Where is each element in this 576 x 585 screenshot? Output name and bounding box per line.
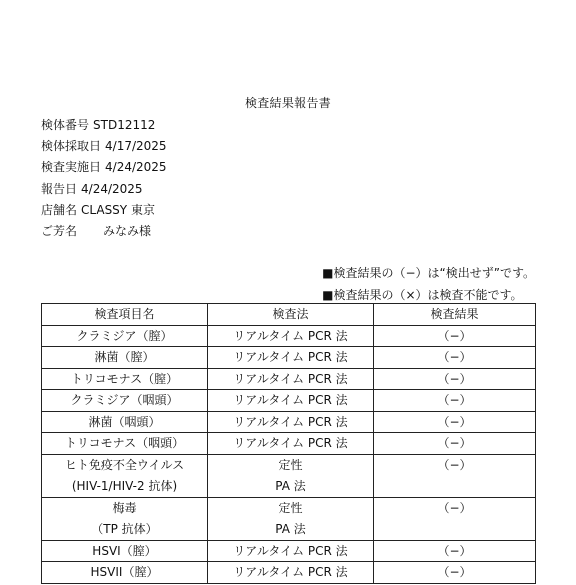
test-method xyxy=(208,454,374,497)
test-item: 淋菌（咽頭） xyxy=(42,411,208,433)
specimen-number-row xyxy=(41,115,167,136)
test-result: （−） xyxy=(374,325,536,347)
test-item: クラミジア（咽頭） xyxy=(42,390,208,412)
test-result-line: （−） xyxy=(437,500,472,515)
collection-date: 4/17/2025 xyxy=(105,139,167,154)
header-test-method: 検査法 xyxy=(208,304,374,326)
table-row xyxy=(42,347,536,369)
store-row xyxy=(41,200,167,221)
test-method xyxy=(208,497,374,540)
test-item xyxy=(42,454,208,497)
test-result: （−） xyxy=(374,540,536,562)
test-item-line: (HIV-1/HIV-2 抗体) xyxy=(71,478,178,493)
note-negative: ■検査結果の（−）は“検出せず”です。 xyxy=(322,266,535,280)
test-method-line: 定性 xyxy=(278,457,303,472)
test-method: リアルタイム PCR 法 xyxy=(208,562,374,584)
test-result: （−） xyxy=(374,368,536,390)
store-name: CLASSY 東京 xyxy=(81,202,155,217)
table-row xyxy=(42,368,536,390)
report-meta xyxy=(41,115,167,242)
test-item: HSVI（膣） xyxy=(42,540,208,562)
table-header-row xyxy=(42,304,536,326)
results-table xyxy=(41,303,536,584)
table-row xyxy=(42,454,536,497)
test-date: 4/24/2025 xyxy=(105,160,167,175)
test-date-label: 検査実施日 xyxy=(41,160,102,175)
report-date-row xyxy=(41,179,167,200)
test-result xyxy=(374,497,536,540)
header-test-item: 検査項目名 xyxy=(42,304,208,326)
test-item: HSVII（膣） xyxy=(42,562,208,584)
test-item: クラミジア（膣） xyxy=(42,325,208,347)
table-row xyxy=(42,433,536,455)
test-item: トリコモナス（膣） xyxy=(42,368,208,390)
report-title: 検査結果報告書 xyxy=(244,96,332,110)
customer-row xyxy=(41,221,167,242)
table-row xyxy=(42,562,536,584)
test-method-line: PA 法 xyxy=(275,521,306,536)
header-test-result: 検査結果 xyxy=(374,304,536,326)
note-untestable: ■検査結果の（×）は検査不能です。 xyxy=(322,288,523,302)
test-method: リアルタイム PCR 法 xyxy=(208,347,374,369)
test-item: トリコモナス（咽頭） xyxy=(42,433,208,455)
test-item: 淋菌（膣） xyxy=(42,347,208,369)
specimen-number-label: 検体番号 xyxy=(41,118,90,132)
result-notes xyxy=(322,262,535,306)
test-result: （−） xyxy=(374,433,536,455)
table-row xyxy=(42,390,536,412)
report-date: 4/24/2025 xyxy=(81,181,143,196)
report-date-label: 報告日 xyxy=(41,181,78,196)
table-row xyxy=(42,325,536,347)
test-result: （−） xyxy=(374,347,536,369)
test-result xyxy=(374,454,536,497)
customer-name: みなみ様 xyxy=(103,224,152,239)
table-row xyxy=(42,411,536,433)
test-result: （−） xyxy=(374,390,536,412)
test-method: リアルタイム PCR 法 xyxy=(208,433,374,455)
test-item-line: 梅毒 xyxy=(112,500,137,515)
test-date-row xyxy=(41,157,167,178)
test-method-line: 定性 xyxy=(278,500,303,515)
specimen-number: STD12112 xyxy=(93,118,156,132)
test-item-line: ヒト免疫不全ウイルス xyxy=(64,457,185,472)
test-method-line: PA 法 xyxy=(275,478,306,493)
table-row xyxy=(42,497,536,540)
test-method: リアルタイム PCR 法 xyxy=(208,411,374,433)
test-method: リアルタイム PCR 法 xyxy=(208,325,374,347)
test-method: リアルタイム PCR 法 xyxy=(208,390,374,412)
collection-date-row xyxy=(41,136,167,157)
test-result-line: （−） xyxy=(437,457,472,472)
test-result: （−） xyxy=(374,562,536,584)
test-method: リアルタイム PCR 法 xyxy=(208,540,374,562)
test-item-line: （TP 抗体） xyxy=(91,521,158,536)
test-item xyxy=(42,497,208,540)
test-method: リアルタイム PCR 法 xyxy=(208,368,374,390)
customer-label: ご芳名 xyxy=(41,224,78,239)
store-label: 店舗名 xyxy=(41,202,78,217)
collection-date-label: 検体採取日 xyxy=(41,139,102,154)
table-row xyxy=(42,540,536,562)
test-result: （−） xyxy=(374,411,536,433)
